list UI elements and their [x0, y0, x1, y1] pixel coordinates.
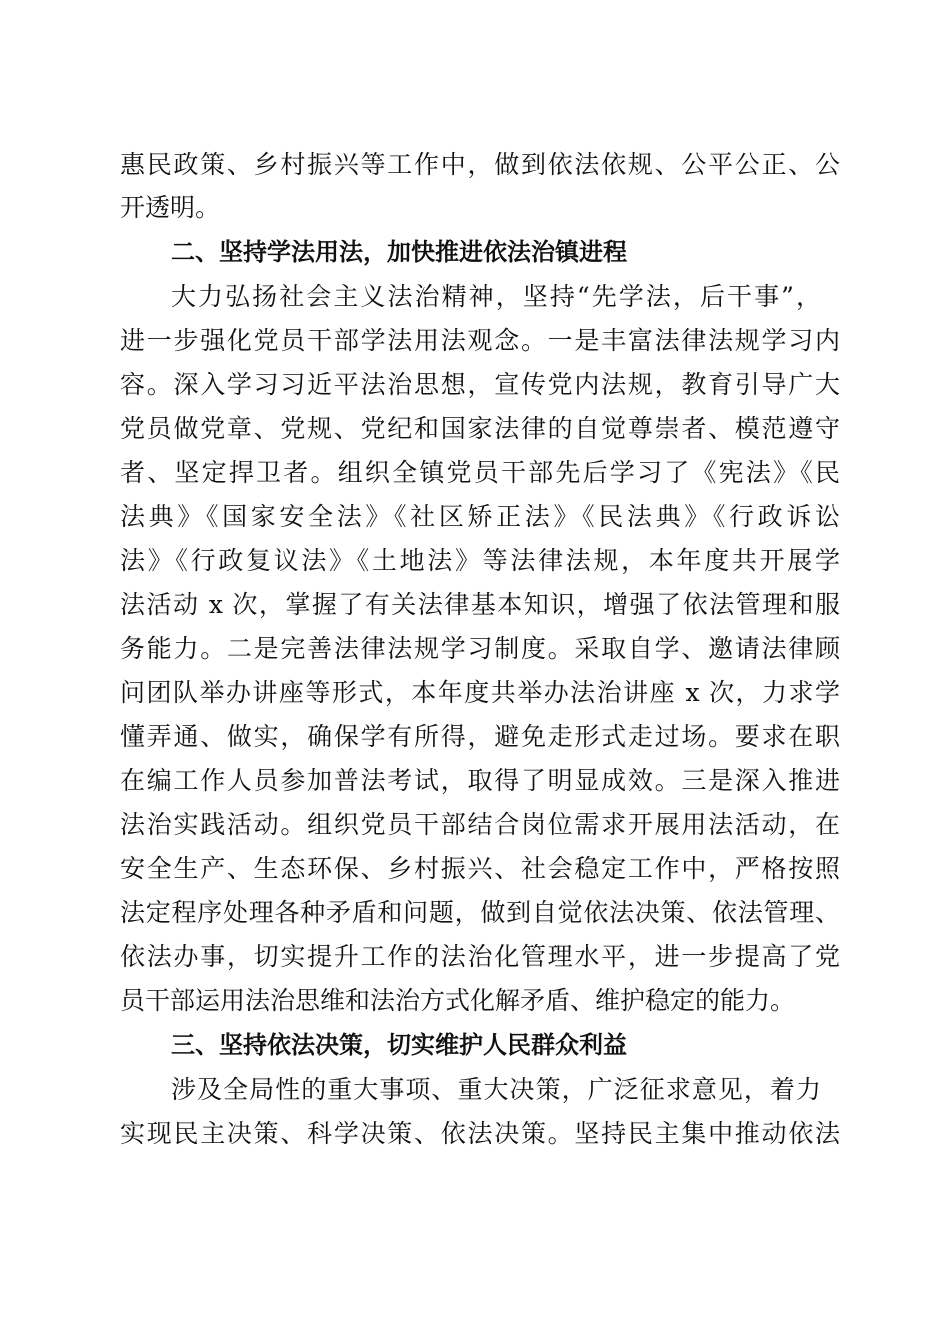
section-heading-3: 三、坚持依法决策，切实维护人民群众利益 — [171, 1031, 627, 1059]
text-line: 务能力。二是完善法律法规学习制度。采取自学、邀请法律顾 — [120, 634, 840, 663]
text-line: 党员做党章、党规、党纪和国家法律的自觉尊崇者、模范遵守 — [120, 414, 840, 443]
text-line: 者、坚定捍卫者。组织全镇党员干部先后学习了《宪法》《民 — [120, 458, 840, 487]
text-line: 开透明。 — [120, 193, 221, 222]
paragraph-first-line: 大力弘扬社会主义法治精神，坚持“先学法，后干事”， — [171, 282, 821, 311]
text-line: 法典》《国家安全法》《社区矫正法》《民法典》《行政诉讼 — [120, 502, 840, 531]
text-line: 法定程序处理各种矛盾和问题，做到自觉依法决策、依法管理、 — [120, 898, 840, 927]
text-line: 依法办事，切实提升工作的法治化管理水平，进一步提高了党 — [120, 942, 840, 971]
text-line: 惠民政策、乡村振兴等工作中，做到依法依规、公平公正、公 — [120, 150, 840, 179]
text-line: 懂弄通、做实，确保学有所得，避免走形式走过场。要求在职 — [120, 722, 840, 751]
text-line: 安全生产、生态环保、乡村振兴、社会稳定工作中，严格按照 — [120, 854, 840, 883]
text-line: 容。深入学习习近平法治思想，宣传党内法规，教育引导广大 — [120, 370, 840, 399]
text-line: 法活动 x 次，掌握了有关法律基本知识，增强了依法管理和服 — [120, 590, 840, 619]
text-line: 员干部运用法治思维和法治方式化解矛盾、维护稳定的能力。 — [120, 986, 796, 1015]
text-line: 在编工作人员参加普法考试，取得了明显成效。三是深入推进 — [120, 766, 840, 795]
text-line: 问团队举办讲座等形式，本年度共举办法治讲座 x 次，力求学 — [120, 678, 840, 707]
section-heading-2: 二、坚持学法用法，加快推进依法治镇进程 — [171, 238, 627, 266]
text-line: 法治实践活动。组织党员干部结合岗位需求开展用法活动，在 — [120, 810, 840, 839]
text-line: 实现民主决策、科学决策、依法决策。坚持民主集中推动依法 — [120, 1119, 840, 1148]
paragraph-first-line: 涉及全局性的重大事项、重大决策，广泛征求意见，着力 — [171, 1075, 821, 1104]
text-line: 进一步强化党员干部学法用法观念。一是丰富法律法规学习内 — [120, 326, 840, 355]
text-line: 法》《行政复议法》《土地法》等法律法规，本年度共开展学 — [120, 546, 840, 575]
